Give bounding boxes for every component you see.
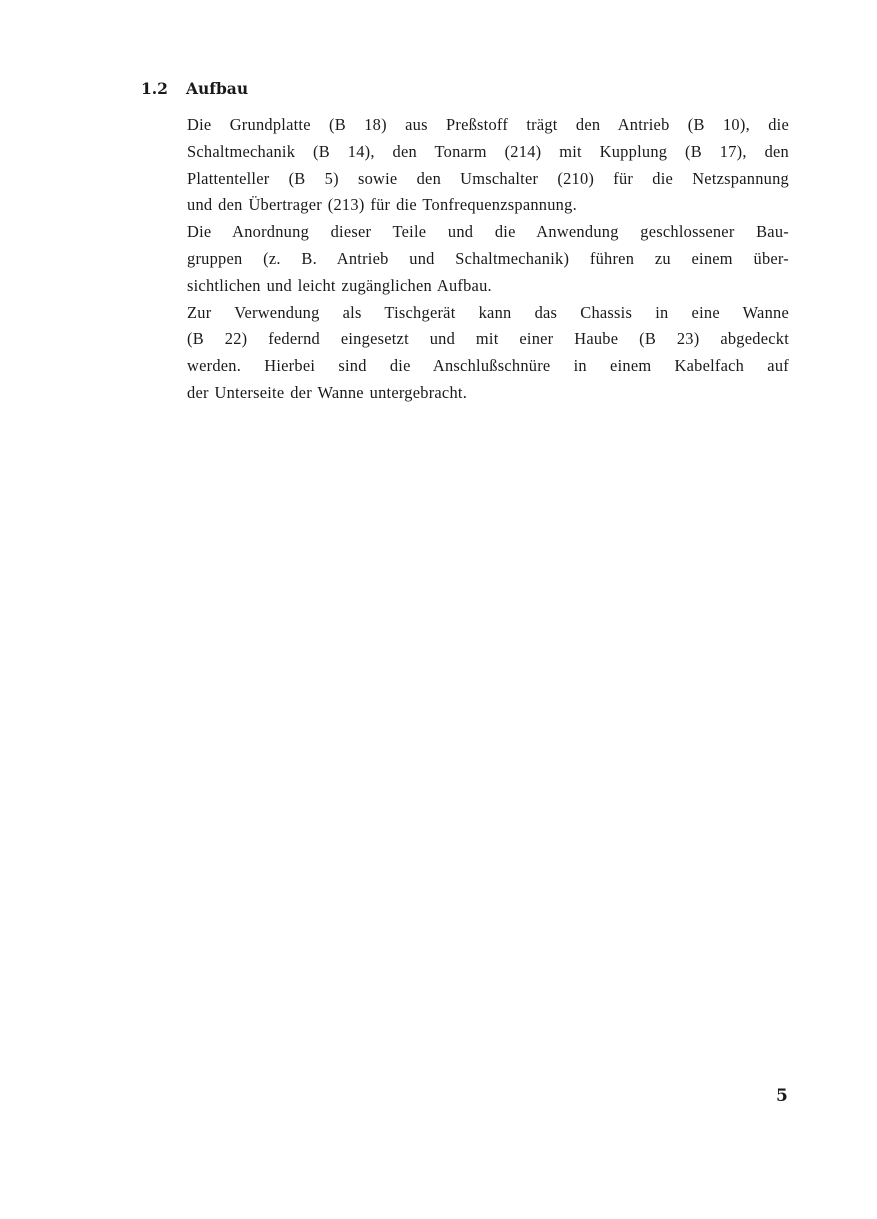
body-line: sichtlichen und leicht zugänglichen Aufbau. (187, 275, 492, 295)
body-line: Plattenteller (B 5) sowie den Umschalter (210) für die Netzspannung (187, 168, 789, 188)
section-title: Aufbau (186, 79, 249, 98)
section-body (187, 112, 789, 407)
body-line: der Unterseite der Wanne untergebracht. (187, 382, 468, 402)
body-line: werden. Hierbei sind die Anschlußschnüre in einem Kabelfach auf (187, 356, 789, 376)
section-number: 1.2 (141, 79, 168, 98)
body-line: gruppen (z. B. Antrieb und Schaltmechanik) führen zu einem über- (187, 248, 789, 268)
body-line: (B 22) federnd eingesetzt und mit einer Haube (B 23) abgedeckt (187, 329, 789, 349)
body-line: Schaltmechanik (B 14), den Tonarm (214) mit Kupplung (B 17), den (187, 141, 789, 161)
page-number: 5 (776, 1086, 788, 1106)
body-line: und den Übertrager (213) für die Tonfrequenzspannung. (187, 195, 577, 215)
body-line: Zur Verwendung als Tischgerät kann das Chassis in eine Wanne (187, 302, 789, 322)
section-heading (141, 79, 248, 98)
body-line: Die Anordnung dieser Teile und die Anwendung geschlossener Bau- (187, 222, 789, 242)
body-line: Die Grundplatte (B 18) aus Preßstoff trägt den Antrieb (B 10), die (187, 115, 789, 134)
